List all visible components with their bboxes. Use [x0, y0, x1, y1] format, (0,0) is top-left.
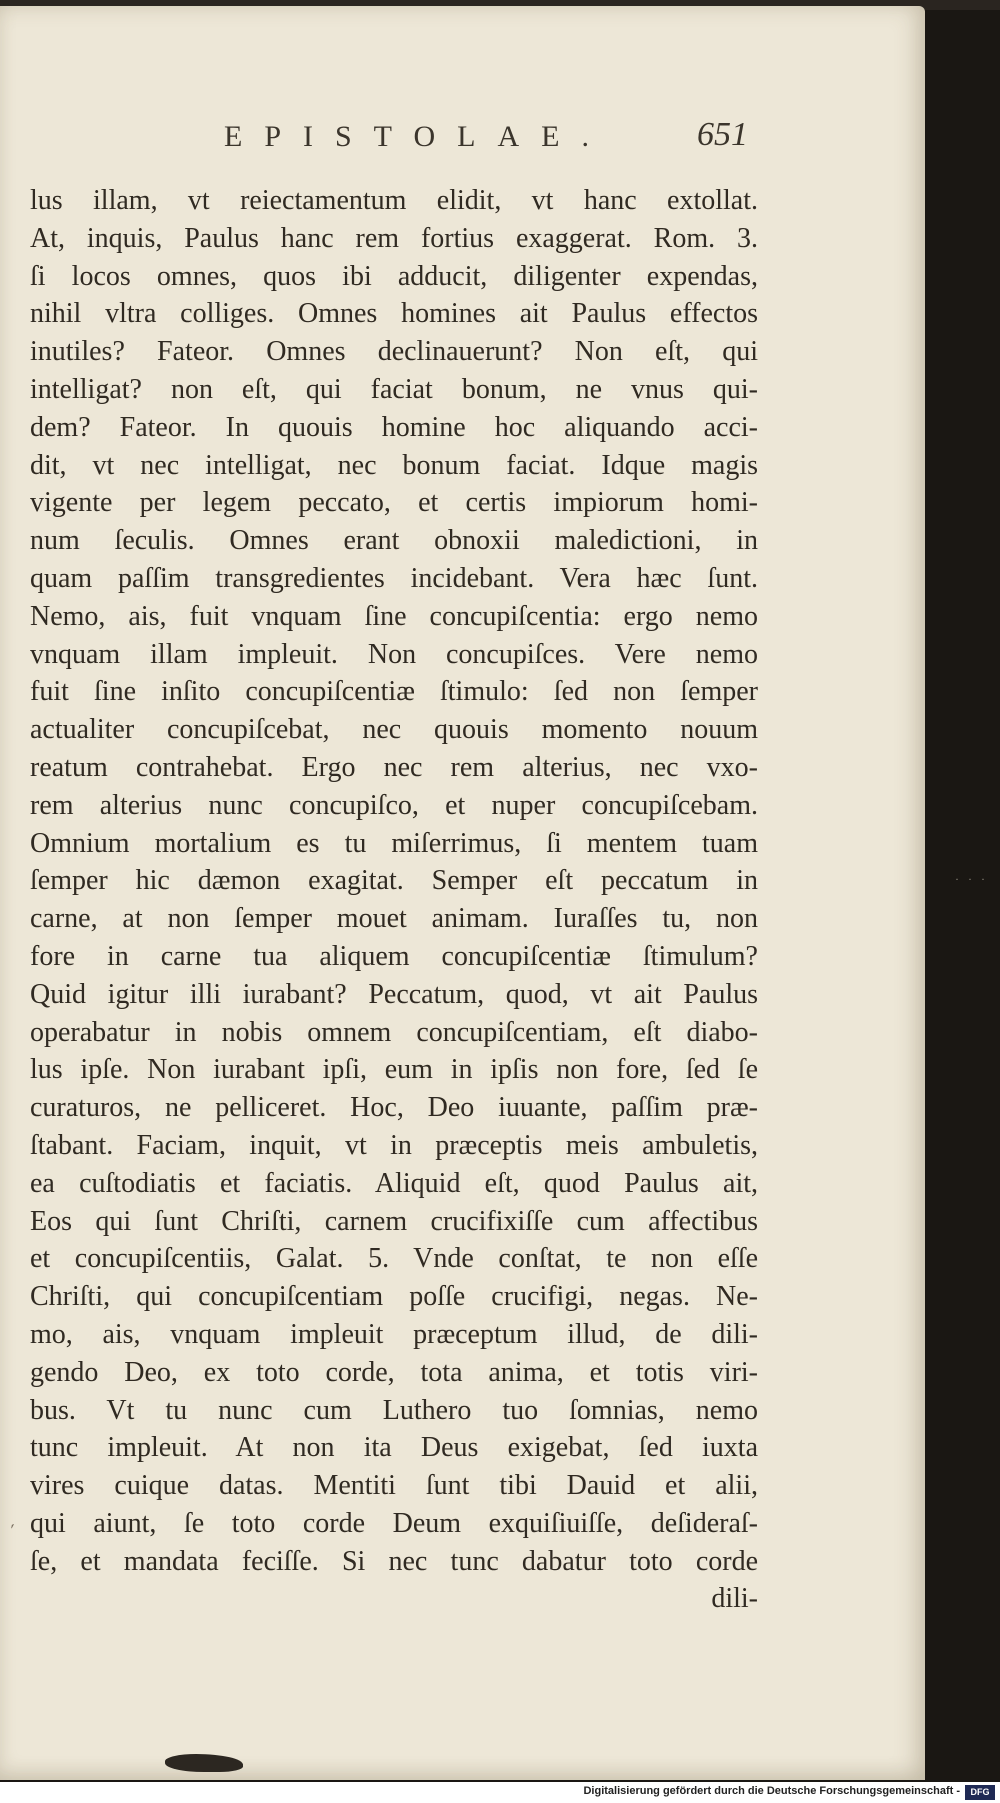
- text-line: actualiter concupiſcebat, nec quouis momento nouum: [30, 714, 758, 746]
- text-line: reatum contrahebat. Ergo nec rem alterius, nec vxo-: [30, 751, 758, 783]
- text-line: operabatur in nobis omnem concupiſcentiam, eſt diabo-: [30, 1016, 758, 1048]
- text-line: tunc impleuit. At non ita Deus exigebat, ſed iuxta: [30, 1432, 758, 1464]
- text-line: quam paſſim transgredientes incidebant. Vera hæc ſunt.: [30, 562, 758, 594]
- dfg-logo: DFG: [965, 1785, 995, 1800]
- text-line: intelligat? non eſt, qui faciat bonum, ne vnus qui-: [30, 373, 758, 405]
- text-line: ſi locos omnes, quos ibi adducit, diligenter expendas,: [30, 260, 758, 292]
- text-line: num ſeculis. Omnes erant obnoxii maledictioni, in: [30, 525, 758, 557]
- book-page: [0, 6, 925, 1780]
- text-line: fore in carne tua aliquem concupiſcentiæ ſtimulum?: [30, 940, 758, 972]
- text-line: inutiles? Fateor. Omnes declinauerunt? Non eſt, qui: [30, 336, 758, 368]
- text-line: lus illam, vt reiectamentum elidit, vt hanc extollat.: [30, 185, 758, 216]
- scan-edge-marks: · · ·: [955, 872, 988, 886]
- text-line: fuit ſine inſito concupiſcentiæ ſtimulo: ſed non ſemper: [30, 676, 758, 708]
- text-line: Omnium mortalium es tu miſerrimus, ſi mentem tuam: [30, 827, 758, 859]
- text-line: Nemo, ais, fuit vnquam ſine concupiſcentia: ergo nemo: [30, 600, 758, 632]
- text-line: Quid igitur illi iurabant? Peccatum, quod, vt ait Paulus: [30, 978, 758, 1010]
- text-line: vigente per legem peccato, et certis impiorum homi-: [30, 487, 758, 519]
- text-line: qui aiunt, ſe toto corde Deum exquiſiuiſſe, deſideraſ-: [30, 1507, 758, 1539]
- text-line: gendo Deo, ex toto corde, tota anima, et totis viri-: [30, 1356, 758, 1388]
- text-line: vnquam illam impleuit. Non concupiſces. Vere nemo: [30, 638, 758, 670]
- body-text: [30, 182, 758, 1618]
- digitization-footer: [0, 1782, 1000, 1803]
- text-line: vires cuique datas. Mentiti ſunt tibi Dauid et alii,: [30, 1470, 758, 1502]
- text-line: dit, vt nec intelligat, nec bonum faciat. Idque magis: [30, 449, 758, 481]
- page-number: 651: [697, 116, 748, 153]
- text-line: lus ipſe. Non iurabant ipſi, eum in ipſis non fore, ſed ſe: [30, 1054, 758, 1086]
- text-line: ea cuſtodiatis et faciatis. Aliquid eſt, quod Paulus ait,: [30, 1167, 758, 1199]
- text-line: et concupiſcentiis, Galat. 5. Vnde conſtat, te non eſſe: [30, 1243, 758, 1275]
- text-line: dem? Fateor. In quouis homine hoc aliquando acci-: [30, 411, 758, 443]
- funding-credit: Digitalisierung gefördert durch die Deutsche Forschungsgemeinschaft -: [583, 1785, 960, 1797]
- text-line: nihil vltra colliges. Omnes homines ait Paulus effectos: [30, 298, 758, 330]
- text-line: At, inquis, Paulus hanc rem fortius exaggerat. Rom. 3.: [30, 222, 758, 254]
- text-line: ſtabant. Faciam, inquit, vt in præceptis meis ambuletis,: [30, 1129, 758, 1161]
- margin-pencil-mark: ´: [7, 1520, 23, 1544]
- text-line: mo, ais, vnquam impleuit præceptum illud, de dili-: [30, 1318, 758, 1350]
- text-line: Chriſti, qui concupiſcentiam poſſe crucifigi, negas. Ne-: [30, 1281, 758, 1313]
- text-line: curaturos, ne pelliceret. Hoc, Deo iuuante, paſſim præ-: [30, 1092, 758, 1124]
- text-line: bus. Vt tu nunc cum Luthero tuo ſomnias, nemo: [30, 1394, 758, 1426]
- text-line: rem alterius nunc concupiſco, et nuper concupiſcebam.: [30, 789, 758, 821]
- page-header: [210, 114, 770, 164]
- text-line: ſemper hic dæmon exagitat. Semper eſt peccatum in: [30, 865, 758, 897]
- running-title: EPISTOLAE.: [224, 120, 611, 153]
- ink-blot: [165, 1754, 243, 1772]
- catchword: dili-: [711, 1583, 758, 1615]
- text-line: ſe, et mandata feciſſe. Si nec tunc dabatur toto corde: [30, 1545, 758, 1577]
- text-line: Eos qui ſunt Chriſti, carnem crucifixiſſe cum affectibus: [30, 1205, 758, 1237]
- text-line: carne, at non ſemper mouet animam. Iuraſſes tu, non: [30, 903, 758, 935]
